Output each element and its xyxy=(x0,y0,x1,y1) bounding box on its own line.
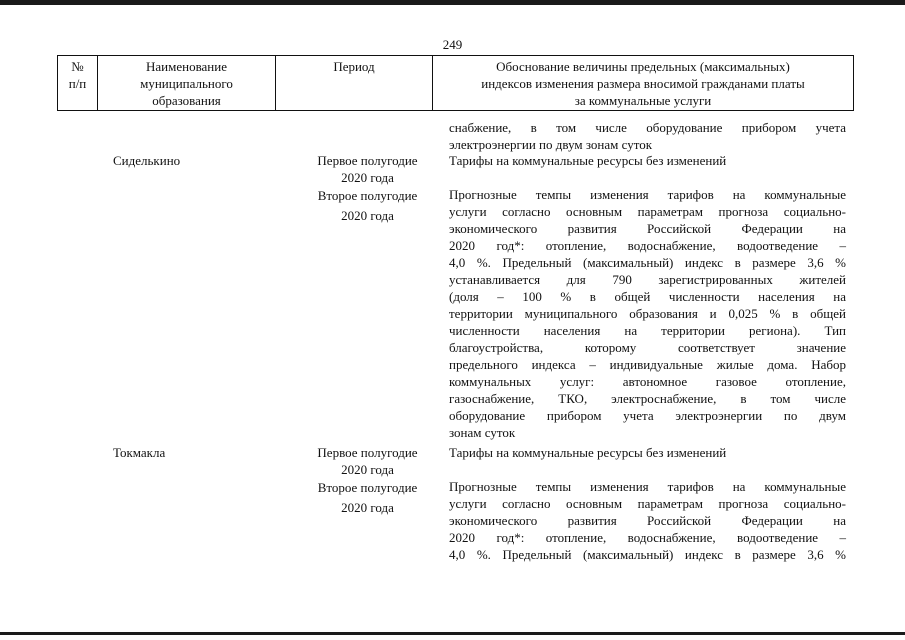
header-number-cell xyxy=(58,56,98,111)
reason-line: благоустройства, которому соответствует значение xyxy=(449,340,846,355)
reason-no-change: Тарифы на коммунальные ресурсы без изменений xyxy=(449,445,727,460)
period-second-half: Второе полугодие 2020 года xyxy=(317,188,418,223)
reason-line: коммунальных услуг: автономное газовое отопление, xyxy=(449,374,846,389)
carryover-line-2: электроэнергии по двум зонам суток xyxy=(449,137,653,152)
table-header xyxy=(57,55,854,111)
reason-line: 4,0 %. Предельный (максимальный) индекс в размере 3,6 % xyxy=(449,255,846,270)
reason-line: оборудование прибором учета электроэнергии по двум xyxy=(449,408,846,423)
scan-edge-top xyxy=(0,0,905,5)
reason-line: территории муниципального образования и 0,025 % в общей xyxy=(449,306,846,321)
reason-line: экономического развития Российской Федерации на xyxy=(449,513,846,528)
header-period-cell xyxy=(276,56,433,111)
reason-line: 2020 год*: отопление, водоснабжение, водоотведение – xyxy=(449,530,846,545)
reason-line: численности населения на территории региона). Тип xyxy=(449,323,846,338)
reason-line: экономического развития Российской Федерации на xyxy=(449,221,846,236)
reason-line: (доля – 100 % в общей численности населения на xyxy=(449,289,846,304)
header-name-cell xyxy=(98,56,276,111)
page-number: 249 xyxy=(442,37,463,52)
reason-line: устанавливается для 790 зарегистрированных жителей xyxy=(449,272,846,287)
header-reason: Обоснование величины предельных (максимальных) индексов изменения размера вносимой гражданами платы за коммунальные услуги xyxy=(481,59,805,108)
reason-line: Прогнозные темпы изменения тарифов на коммунальные xyxy=(449,187,846,202)
reason-line: 2020 год*: отопление, водоснабжение, водоотведение – xyxy=(449,238,846,253)
reason-line: услуги согласно основным параметрам прогноза социально- xyxy=(449,204,846,219)
municipality-name: Токмакла xyxy=(113,445,166,460)
reason-line: зонам суток xyxy=(449,425,516,440)
reason-line: предельного индекса – индивидуальные жилые дома. Набор xyxy=(449,357,846,372)
carryover-line-1: снабжение, в том числе оборудование прибором учета xyxy=(449,120,846,135)
reason-forecast xyxy=(449,186,846,441)
reason-forecast xyxy=(449,478,846,563)
period-second-half: Второе полугодие 2020 года xyxy=(317,480,418,515)
header-number: № п/п xyxy=(68,59,87,91)
header-period: Период xyxy=(333,59,375,74)
scan-edge-bottom xyxy=(0,632,905,635)
period-first-half: Первое полугодие 2020 года xyxy=(317,153,418,185)
period-first-half: Первое полугодие 2020 года xyxy=(317,445,418,477)
reason-line: газоснабжение, ТКО, электроснабжение, в том числе xyxy=(449,391,846,406)
reason-line: услуги согласно основным параметрам прогноза социально- xyxy=(449,496,846,511)
reason-line: 4,0 %. Предельный (максимальный) индекс в размере 3,6 % xyxy=(449,547,846,562)
header-reason-cell xyxy=(433,56,854,111)
reason-no-change: Тарифы на коммунальные ресурсы без изменений xyxy=(449,153,727,168)
header-municipality: Наименование муниципального образования xyxy=(140,59,233,108)
municipality-name: Сиделькино xyxy=(113,153,181,168)
reason-line: Прогнозные темпы изменения тарифов на коммунальные xyxy=(449,479,846,494)
